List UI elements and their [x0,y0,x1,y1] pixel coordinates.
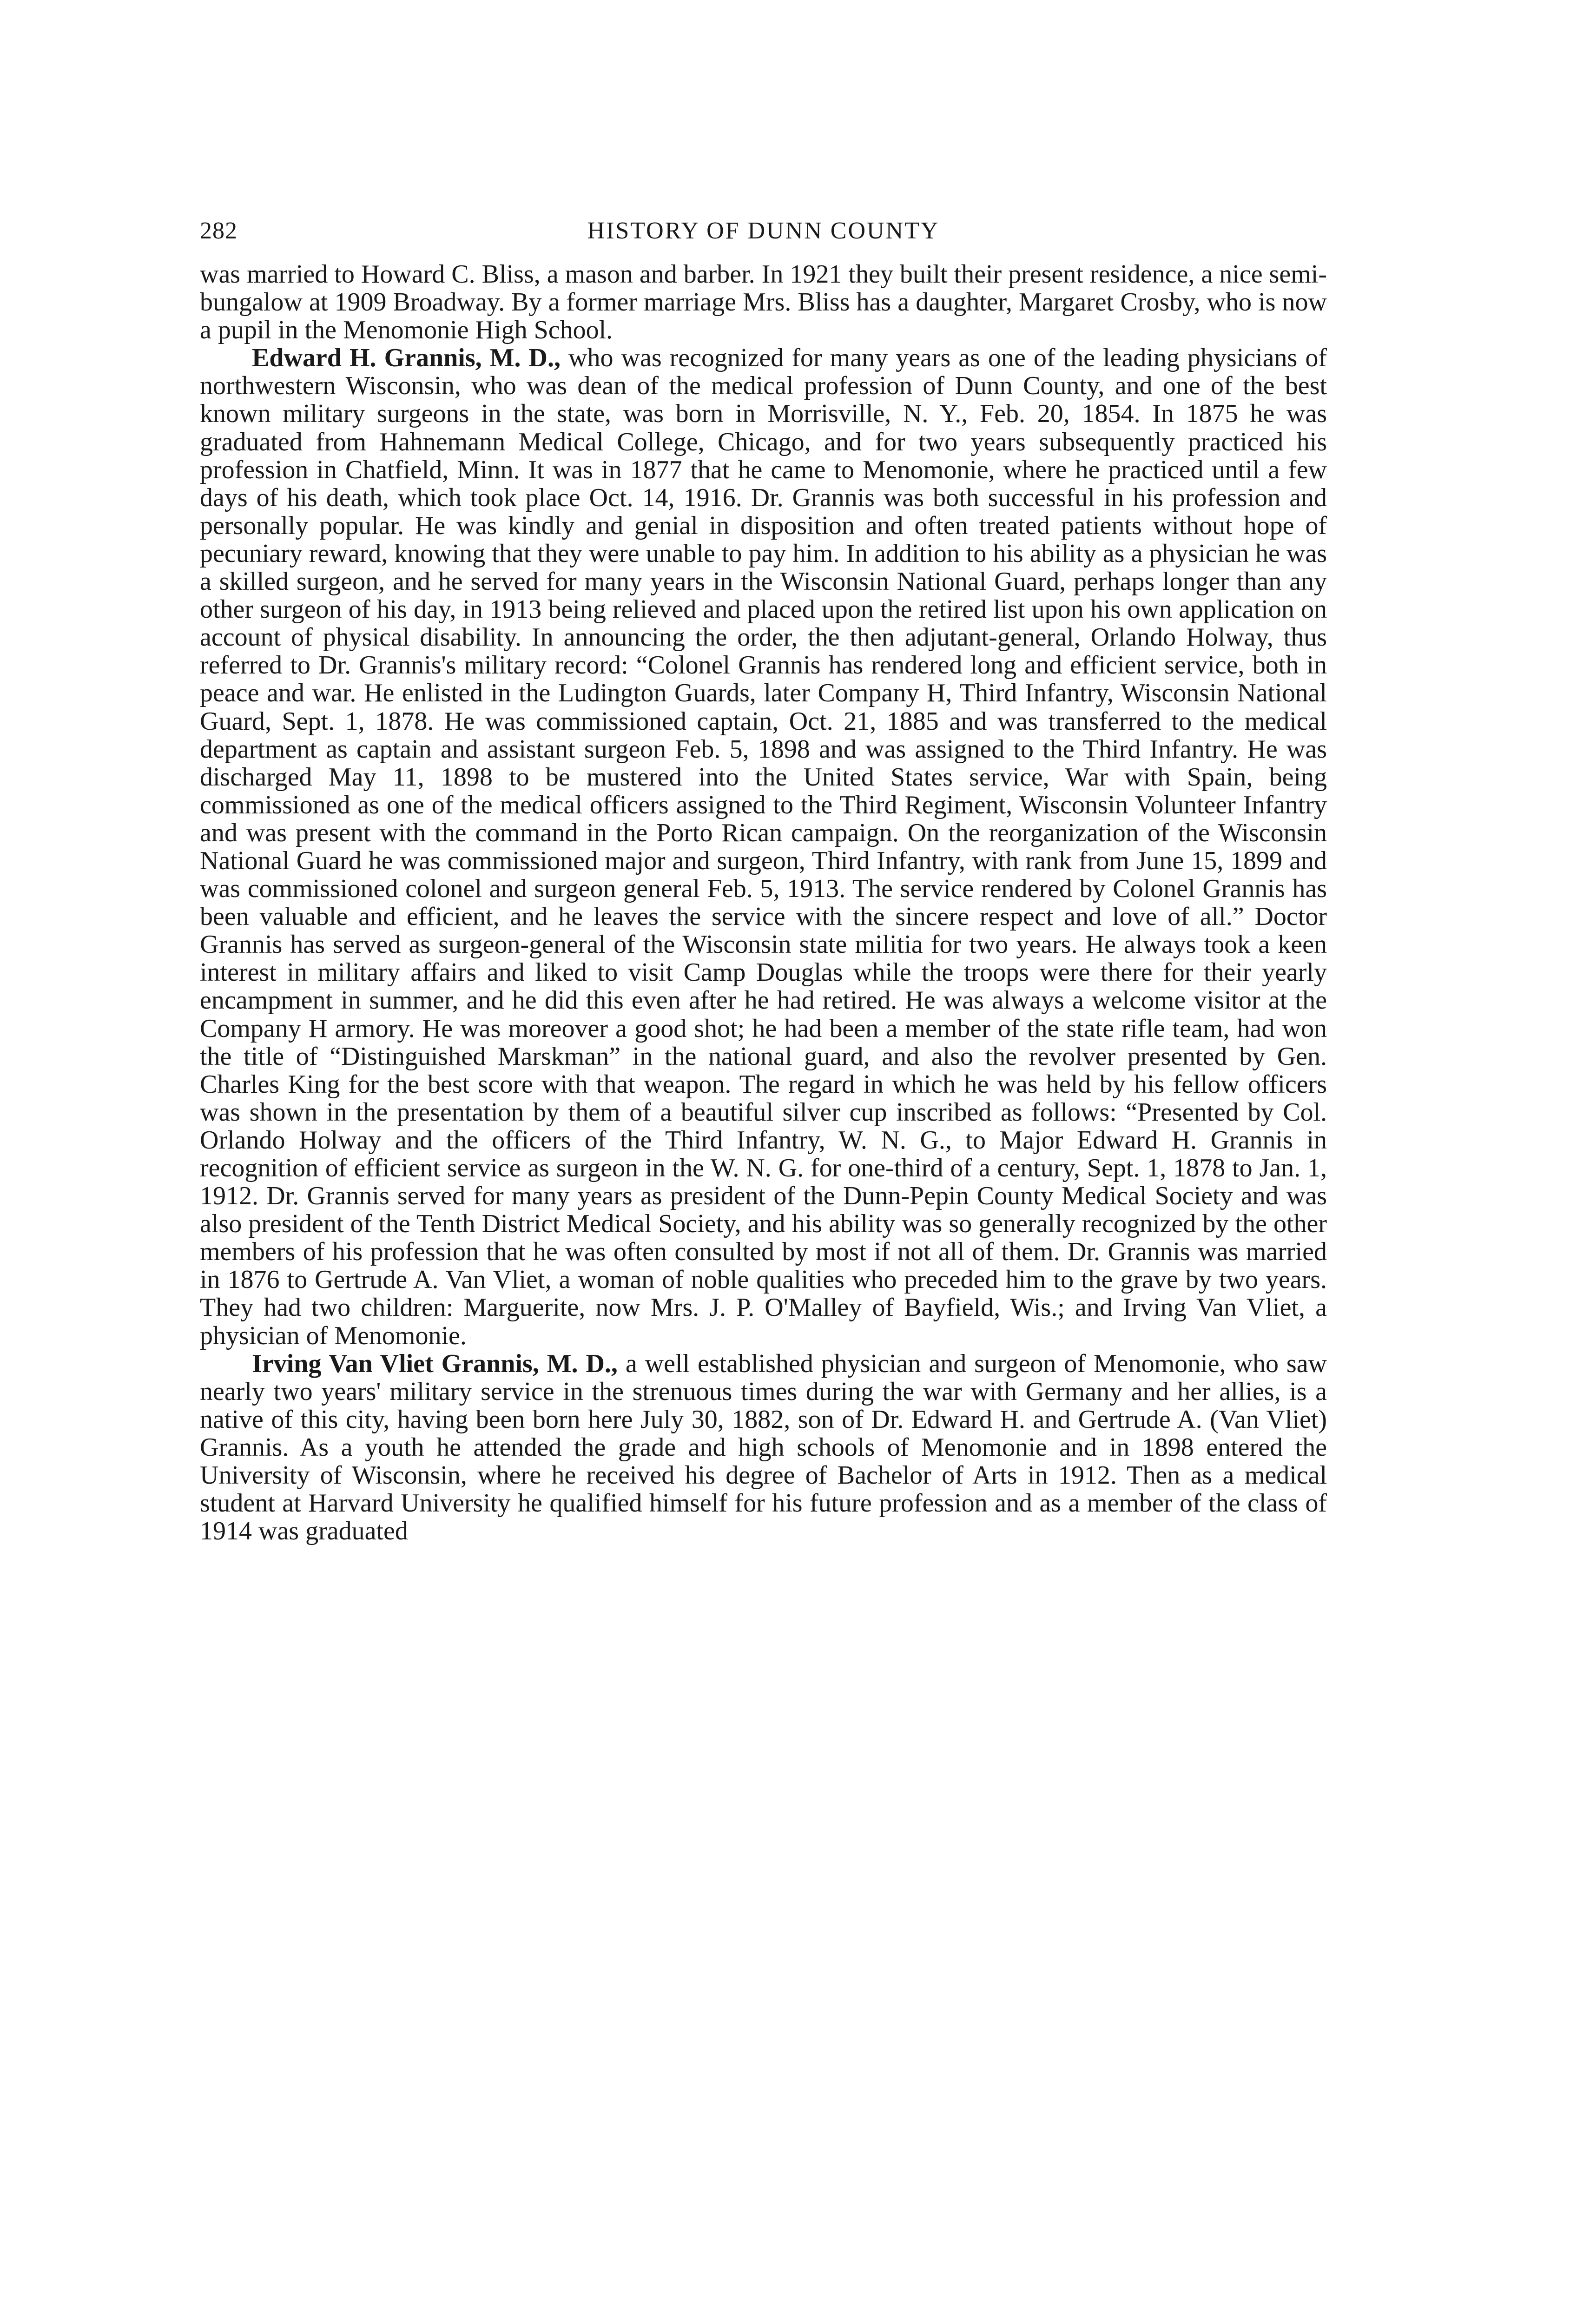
entry-name-edward-grannis: Edward H. Grannis, M. D., [252,343,561,373]
paragraph-edward-grannis [200,344,1327,1349]
paragraph-text: was married to Howard C. Bliss, a mason and barber. In 1921 they built their present residence, a nice semi-bungalow at 1909 Broadway. By a former marriage Mrs. Bliss has a daughter, Margaret Crosby, who is now a pupil in the Menomonie High School. [200,260,1327,345]
entry-name-irving-grannis: Irving Van Vliet Grannis, M. D., [252,1349,618,1378]
page-number: 282 [200,218,237,244]
body-text [200,260,1327,1545]
paragraph-text: who was recognized for many years as one of the leading physicians of northwestern Wisconsin, who was dean of the medical profession of Dunn County, and one of the best known military surgeons in the state, was born in Morrisville, N. Y., Feb. 20, 1854. In 1875 he was graduated from Hahnemann Medical College, Chicago, and for two years subsequently practiced his profession in Chatfield, Minn. It was in 1877 that he came to Menomonie, where he practiced until a few days of his death, which took place Oct. 14, 1916. Dr. Grannis was both successful in his profession and personally popular. He was kindly and genial in disposition and often treated patients without hope of pecuniary reward, knowing that they were unable to pay him. In addition to his ability as a physician he was a skilled surgeon, and he served for many years in the Wisconsin National Guard, perhaps longer than any other surgeon of his day, in 1913 being relieved and placed upon the retired list upon his own application on account of physical disability. In announcing the order, the then adjutant-general, Orlando Holway, thus referred to Dr. Grannis's military record: “Colonel Grannis has rendered long and efficient service, both in peace and war. He enlisted in the Ludington Guards, later Company H, Third Infantry, Wisconsin National Guard, Sept. 1, 1878. He was commissioned captain, Oct. 21, 1885 and was transferred to the medical department as captain and assistant surgeon Feb. 5, 1898 and was assigned to the Third Infantry. He was discharged May 11, 1898 to be mustered into the United States service, War with Spain, being commissioned as one of the medical officers assigned to the Third Regiment, Wisconsin Volunteer Infantry and was present with the command in the Porto Rican campaign. On the reorganization of the Wisconsin National Guard he was commissioned major and surgeon, Third Infantry, with rank from June 15, 1899 and was commissioned colonel and surgeon general Feb. 5, 1913. The service rendered by Colonel Grannis has been valuable and efficient, and he leaves the service with the sincere respect and love of all.” Doctor Grannis has served as surgeon-general of the Wisconsin state militia for two years. He always took a keen interest in military affairs and liked to visit Camp Douglas while the troops were there for their yearly encampment in summer, and he did this even after he had retired. He was always a welcome visitor at the Company H armory. He was moreover a good shot; he had been a member of the state rifle team, had won the title of “Distinguished Marskman” in the national guard, and also the revolver presented by Gen. Charles King for the best score with that weapon. The regard in which he was held by his fellow officers was shown in the presentation by them of a beautiful silver cup inscribed as follows: “Presented by Col. Orlando Holway and the officers of the Third Infantry, W. N. G., to Major Edward H. Grannis in recognition of efficient service as surgeon in the W. N. G. for one-third of a century, Sept. 1, 1878 to Jan. 1, 1912. Dr. Grannis served for many years as president of the Dunn-Pepin County Medical Society and was also president of the Tenth District Medical Society, and his ability was so generally recognized by the other members of his profession that he was often consulted by most if not all of them. Dr. Grannis was married in 1876 to Gertrude A. Van Vliet, a woman of noble qualities who preceded him to the grave by two years. They had two children: Marguerite, now Mrs. J. P. O'Malley of Bayfield, Wis.; and Irving Van Vliet, a physician of Menomonie. [200,343,1327,1350]
paragraph-text: a well established physician and surgeon of Menomonie, who saw nearly two years' military service in the strenuous times during the war with Germany and her allies, is a native of this city, having been born here July 30, 1882, son of Dr. Edward H. and Gertrude A. (Van Vliet) Grannis. As a youth he attended the grade and high schools of Menomonie and in 1898 entered the University of Wisconsin, where he received his degree of Bachelor of Arts in 1912. Then as a medical student at Harvard University he qualified himself for his future profession and as a member of the class of 1914 was graduated [200,1349,1327,1546]
paragraph-irving-grannis [200,1350,1327,1545]
running-head: HISTORY OF DUNN COUNTY [587,218,940,244]
page-header [200,215,1327,247]
document-page [200,215,1327,1545]
paragraph-continuation [200,260,1327,344]
